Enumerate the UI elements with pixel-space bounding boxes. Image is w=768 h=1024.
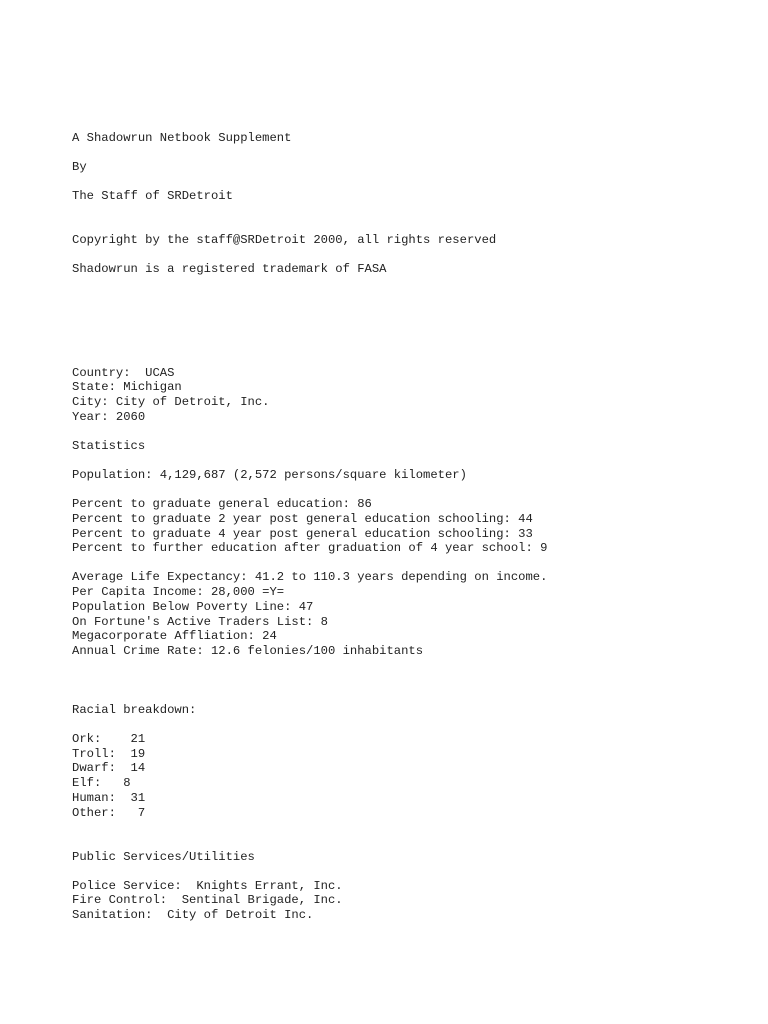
statistics-heading: Statistics [72, 439, 146, 453]
services-heading: Public Services/Utilities [72, 850, 255, 864]
economic-stat-line: Per Capita Income: 28,000 =Y= [72, 585, 285, 599]
byline-label: By [72, 160, 87, 174]
copyright-notice: Copyright by the staff@SRDetroit 2000, all rights reserved [72, 233, 497, 247]
document-title: A Shadowrun Netbook Supplement [72, 131, 292, 145]
economic-stat-line: Megacorporate Affliation: 24 [72, 629, 277, 643]
economic-stat-line: Annual Crime Rate: 12.6 felonies/100 inhabitants [72, 644, 424, 658]
city-line: City: City of Detroit, Inc. [72, 395, 270, 409]
economic-stat-line: On Fortune's Active Traders List: 8 [72, 615, 328, 629]
racial-row: Dwarf: 14 [72, 761, 146, 775]
racial-row: Other: 7 [72, 806, 146, 820]
education-stat-line: Percent to graduate 4 year post general education schooling: 33 [72, 527, 533, 541]
racial-row: Troll: 19 [72, 747, 146, 761]
country-line: Country: UCAS [72, 366, 175, 380]
racial-heading: Racial breakdown: [72, 703, 197, 717]
year-line: Year: 2060 [72, 410, 146, 424]
education-stat-line: Percent to graduate 2 year post general education schooling: 44 [72, 512, 533, 526]
education-stat-line: Percent to graduate general education: 86 [72, 497, 372, 511]
education-stat-line: Percent to further education after graduation of 4 year school: 9 [72, 541, 548, 555]
racial-row: Human: 31 [72, 791, 146, 805]
state-line: State: Michigan [72, 380, 182, 394]
racial-row: Ork: 21 [72, 732, 146, 746]
economic-stat-line: Average Life Expectancy: 41.2 to 110.3 years depending on income. [72, 570, 548, 584]
service-row: Police Service: Knights Errant, Inc. [72, 879, 343, 893]
service-row: Fire Control: Sentinal Brigade, Inc. [72, 893, 343, 907]
service-row: Sanitation: City of Detroit Inc. [72, 908, 314, 922]
author-line: The Staff of SRDetroit [72, 189, 233, 203]
population-line: Population: 4,129,687 (2,572 persons/square kilometer) [72, 468, 467, 482]
trademark-notice: Shadowrun is a registered trademark of FASA [72, 262, 387, 276]
economic-stat-line: Population Below Poverty Line: 47 [72, 600, 314, 614]
racial-row: Elf: 8 [72, 776, 131, 790]
